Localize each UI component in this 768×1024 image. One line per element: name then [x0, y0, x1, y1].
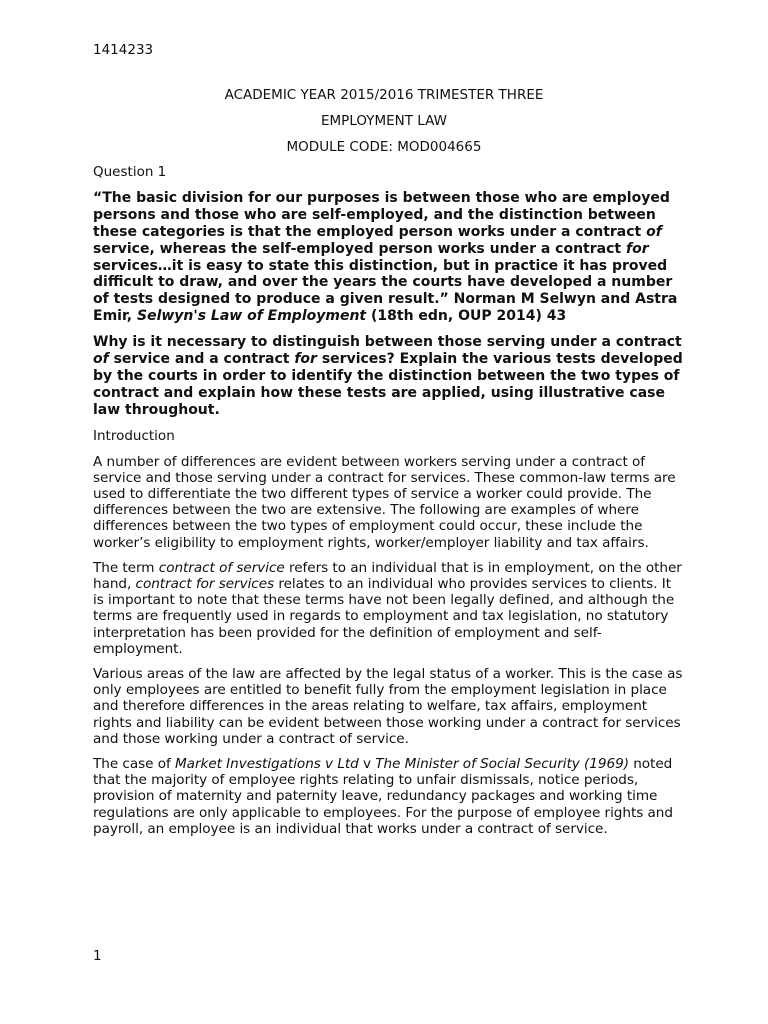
introduction-heading: Introduction [93, 427, 175, 444]
quote-part-3: services…it is easy to state this distinction, but in practice it has proved difficult to draw, and over the years the courts have developed a number of tests designed to produce a given result.” Norman M Selwyn and Astra Emir, [93, 257, 678, 325]
quote-part-2: service, whereas the self-employed person works under a contract [93, 240, 626, 257]
question-heading: Question 1 [93, 164, 167, 180]
para2-term-contract-for-services: contract for services [135, 576, 275, 593]
paragraph-1: A number of differences are evident between workers serving under a contract of service and those serving under a contract for services. These common-law terms are used to differentiate the two different types of service a worker could provide. The differences between the two are extensive. The following are examples of where differences between the two types of employment could occur, these include the worker’s eligibility to employment rights, worker/employer liability and tax affairs. [93, 453, 676, 551]
question-part-2: service and a contract [108, 351, 295, 368]
paragraph-4 [93, 756, 685, 837]
question-paragraph [93, 334, 685, 419]
quote-book-title: Selwyn's Law of Employment [137, 308, 367, 325]
para2-term-contract-of-service: contract of service [158, 559, 285, 576]
paragraph-3: Various areas of the law are affected by the legal status of a worker. This is the case as only employees are entitled to benefit fully from the employment legislation in place and therefore differences in the areas relating to welfare, tax affairs, employment rights and liability can be evident between those working under a contract for services and those working under a contract of service. [93, 666, 683, 747]
para4-case-name-1: Market Investigations v Ltd [175, 756, 359, 773]
para4-case-name-2: The Minister of Social Security (1969) [375, 756, 629, 773]
student-id: 1414233 [93, 42, 154, 58]
document-body [93, 164, 685, 846]
question-part-3: services? Explain the various tests developed by the courts in order to identify the distinction between the two types of contract and explain how these tests are applied, using illustrative case law throughout. [93, 351, 683, 418]
quote-part-1: “The basic division for our purposes is between those who are employed persons and those who are self-employed, and the distinction between these categories is that the employed person works under a contract [93, 189, 670, 240]
paragraph-2 [93, 560, 685, 657]
module-title-line: EMPLOYMENT LAW [321, 113, 447, 129]
quote-part-4: (18th edn, OUP 2014) 43 [366, 308, 567, 325]
title-block [93, 86, 675, 164]
para4-part-e: noted that the majority of employee rights relating to unfair dismissals, notice periods, provision of maternity and paternity leave, redundancy packages and working time regulations are only applicable to employees. For the purpose of employee rights and payroll, an employee is an individual that works under a contract of service. [93, 756, 673, 837]
quote-of: of [646, 223, 662, 240]
academic-year-line: ACADEMIC YEAR 2015/2016 TRIMESTER THREE [224, 87, 544, 103]
question-for: for [294, 351, 317, 368]
para4-part-a: The case of [93, 756, 175, 773]
quote-for: for [625, 240, 649, 257]
para4-part-c: v [358, 756, 376, 773]
para2-part-a: The term [93, 559, 159, 576]
module-code-line: MODULE CODE: MOD004665 [286, 139, 482, 155]
page-number: 1 [93, 948, 102, 964]
para2-part-e: relates to an individual who provides services to clients. It is important to note that these terms have not been legally defined, and although the terms are frequently used in regards to employment and tax legislation, no statutory interpretation has been provided for the definition of employment and self-employment. [93, 576, 675, 657]
quote-paragraph [93, 190, 685, 325]
para2-part-c: refers to an individual that is in employment, on the other hand, [93, 559, 682, 593]
question-of: of [93, 351, 109, 368]
question-part-1: Why is it necessary to distinguish between those serving under a contract [93, 334, 682, 351]
